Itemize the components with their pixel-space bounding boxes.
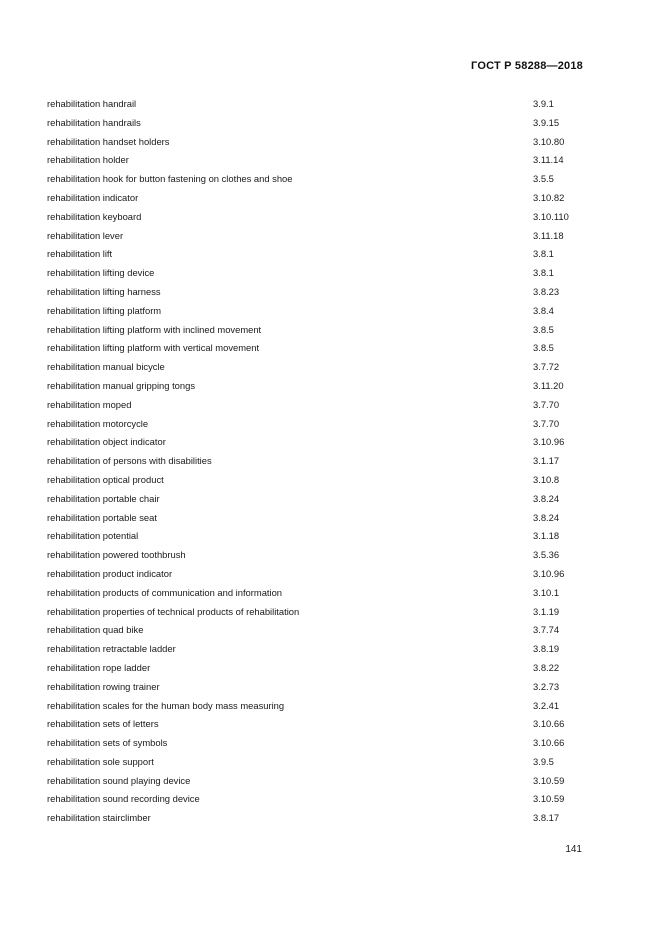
index-reference-number: 3.7.72 [533,361,560,373]
index-reference-number: 3.8.17 [533,812,560,824]
index-term: rehabilitation sound recording device [47,793,200,805]
index-reference-number: 3.10.110 [533,210,569,222]
index-reference-number: 3.11.20 [533,379,564,391]
index-term: rehabilitation stairclimber [47,812,151,824]
index-entry [47,452,587,471]
index-reference-number: 3.11.14 [533,154,564,166]
index-reference-number: 3.8.22 [533,661,560,673]
index-entry [47,790,587,809]
index-entry [47,208,587,227]
index-reference-number: 3.2.73 [533,680,560,692]
index-entry [47,377,587,396]
index-term: rehabilitation quad bike [47,624,144,636]
index-reference-number: 3.8.19 [533,643,560,655]
index-term: rehabilitation sets of letters [47,718,159,730]
index-entry [47,509,587,528]
index-term: rehabilitation rowing trainer [47,680,160,692]
index-entry [47,546,587,565]
index-term: rehabilitation lifting platform with inclined movement [47,323,262,335]
index-entry [47,527,587,546]
index-term: rehabilitation optical product [47,473,164,485]
index-entry [47,490,587,509]
index-term: rehabilitation scales for the human body mass measuring [47,699,285,711]
index-term: rehabilitation handrail [47,98,137,109]
index-term: rehabilitation portable seat [47,511,157,523]
index-entry [47,433,587,452]
index-term: rehabilitation potential [47,530,139,542]
index-reference-number: 3.8.5 [533,323,554,335]
index-term: rehabilitation lifting platform [47,304,162,316]
index-term: rehabilitation holder [47,154,129,166]
index-reference-number: 3.10.66 [533,737,565,749]
index-reference-number: 3.2.41 [533,699,560,711]
index-reference-number: 3.10.96 [533,436,565,448]
index-reference-number: 3.8.1 [533,267,554,279]
index-entry [47,621,587,640]
index-entry [47,95,587,114]
index-term: rehabilitation products of communication and information [47,586,283,598]
index-entry [47,227,587,246]
index-entry [47,772,587,791]
index-entry [47,415,587,434]
index-entry [47,321,587,340]
index-reference-number: 3.8.1 [533,248,554,260]
index-reference-number: 3.10.66 [533,718,565,730]
index-entry [47,603,587,622]
index-entry [47,189,587,208]
index-reference-number: 3.7.74 [533,624,560,636]
index-entry [47,396,587,415]
index-term: rehabilitation object indicator [47,436,166,448]
index-entry [47,114,587,133]
index-term: rehabilitation retractable ladder [47,643,176,655]
index-reference-number: 3.10.8 [533,473,560,485]
index-term: rehabilitation lift [47,248,113,260]
index-reference-number: 3.7.70 [533,398,560,410]
index-reference-number: 3.5.5 [533,173,554,185]
index-entry [47,302,587,321]
index-term: rehabilitation portable chair [47,492,160,504]
index-entry [47,264,587,283]
index-term: rehabilitation hook for button fastening on clothes and shoe [47,173,293,185]
index-term: rehabilitation lifting platform with vertical movement [47,342,260,354]
index-entry [47,734,587,753]
index-reference-number: 3.9.5 [533,755,554,767]
index-term: rehabilitation rope ladder [47,661,151,673]
index-term: rehabilitation lifting harness [47,285,161,297]
index-entry [47,245,587,264]
index-term: rehabilitation handrails [47,116,141,128]
index-reference-number: 3.10.59 [533,774,565,786]
index-reference-number: 3.10.96 [533,567,565,579]
index-entry [47,471,587,490]
index-term: rehabilitation motorcycle [47,417,149,429]
index-reference-number: 3.8.24 [533,492,560,504]
index-term: rehabilitation manual bicycle [47,361,165,373]
index-entry [47,715,587,734]
index-reference-number: 3.10.82 [533,191,565,203]
index-reference-number: 3.7.70 [533,417,560,429]
index-term: rehabilitation lifting device [47,267,155,279]
index-reference-number: 3.1.19 [533,605,560,617]
index-entry [47,753,587,772]
index-reference-number: 3.5.36 [533,549,560,561]
index-entry [47,584,587,603]
index-reference-number: 3.9.1 [533,98,554,109]
index-reference-number: 3.1.18 [533,530,560,542]
index-entry [47,697,587,716]
index-term: rehabilitation of persons with disabilities [47,455,212,467]
index-entry [47,358,587,377]
index-entry [47,678,587,697]
index-reference-number: 3.11.18 [533,229,564,241]
index-term: rehabilitation sound playing device [47,774,191,786]
index-entry [47,339,587,358]
index-reference-number: 3.8.5 [533,342,554,354]
index-reference-number: 3.10.1 [533,586,560,598]
index-reference-number: 3.9.15 [533,116,560,128]
document-header [471,60,583,72]
index-term: rehabilitation lever [47,229,124,241]
index-reference-number: 3.8.4 [533,304,554,316]
index-reference-number: 3.10.80 [533,135,565,147]
index-entry [47,133,587,152]
index-entry [47,565,587,584]
index-reference-number: 3.10.59 [533,793,565,805]
index-term: rehabilitation powered toothbrush [47,549,186,561]
index-entry [47,640,587,659]
alphabetical-index-list [47,95,587,828]
index-term: rehabilitation indicator [47,191,139,203]
index-entry [47,151,587,170]
index-term: rehabilitation handset holders [47,135,170,147]
page-number: 141 [565,844,582,855]
index-reference-number: 3.8.23 [533,285,560,297]
index-term: rehabilitation manual gripping tongs [47,379,196,391]
index-term: rehabilitation sole support [47,755,154,767]
index-reference-number: 3.1.17 [533,455,560,467]
index-term: rehabilitation sets of symbols [47,737,168,749]
index-term: rehabilitation moped [47,398,132,410]
index-reference-number: 3.8.24 [533,511,560,523]
index-term: rehabilitation product indicator [47,567,173,579]
index-entry [47,283,587,302]
index-entry [47,809,587,828]
index-term: rehabilitation properties of technical products of rehabilitation [47,605,300,617]
index-term: rehabilitation keyboard [47,210,142,222]
standard-designation: ГОСТ Р 58288—2018 [471,60,583,72]
index-entry [47,659,587,678]
index-entry [47,170,587,189]
